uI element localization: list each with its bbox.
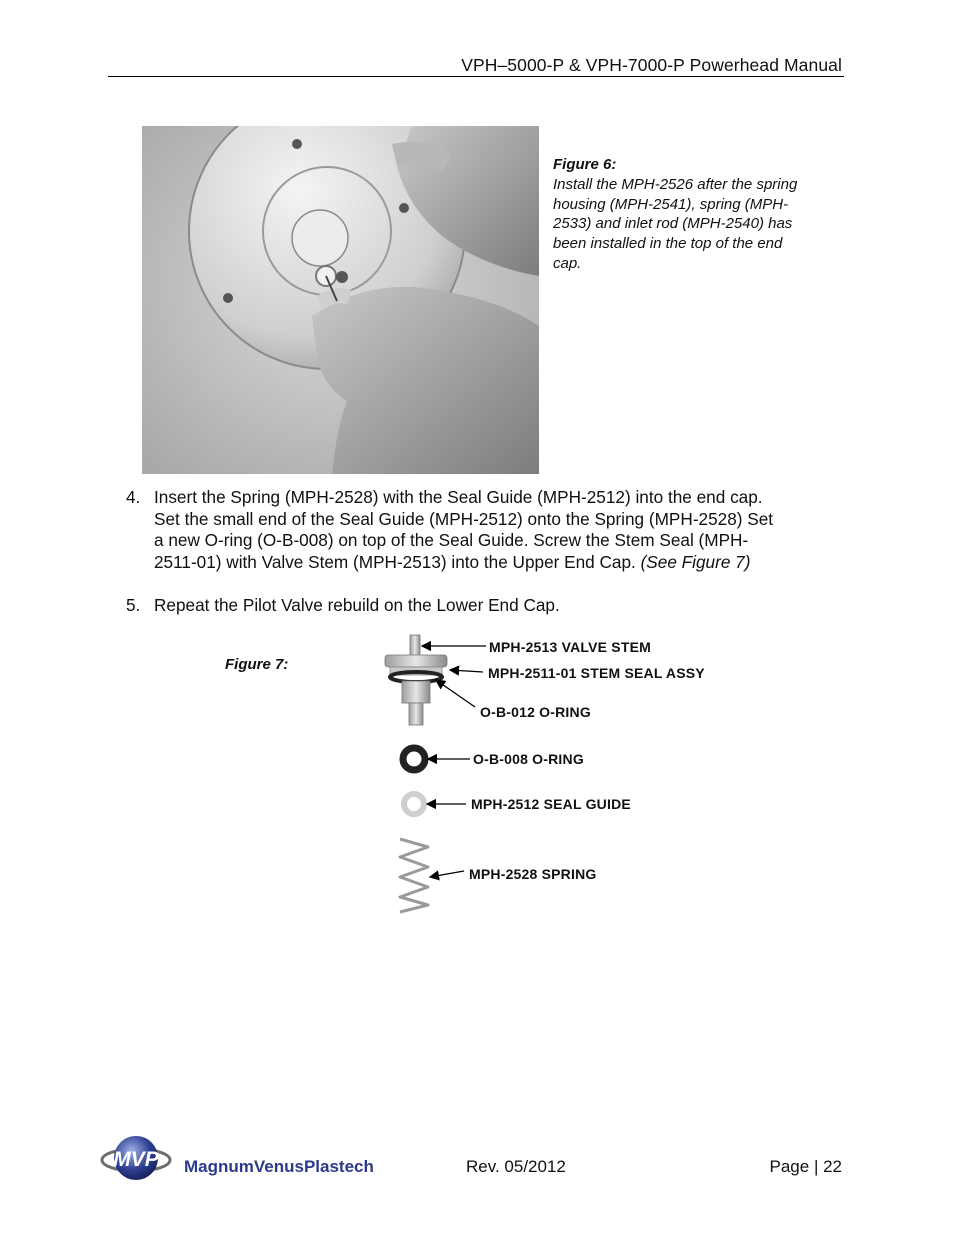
logo-badge: MVP [113, 1148, 159, 1171]
figure-reference: (See Figure 7) [640, 551, 751, 572]
figure-6-photo [142, 126, 539, 474]
o-ring-008-shape [403, 748, 425, 770]
part-label-seal-guide: MPH-2512 SEAL GUIDE [471, 796, 631, 812]
part-label-o-ring-008: O-B-008 O-RING [473, 751, 584, 767]
step-number: 5. [126, 595, 141, 615]
part-label-o-ring-012: O-B-012 O-RING [480, 704, 591, 720]
page-header-title: VPH–5000-P & VPH-7000-P Powerhead Manual [461, 55, 842, 75]
step-5 [126, 595, 846, 619]
step-line: Insert the Spring (MPH-2528) with the Seal Guide (MPH-2512) into the end cap. [154, 487, 763, 507]
step-text [154, 487, 773, 573]
caption-line: housing (MPH-2541), spring (MPH- [553, 195, 789, 213]
step-number: 4. [126, 487, 141, 507]
step-4 [126, 487, 846, 577]
part-label-valve-stem: MPH-2513 VALVE STEM [489, 639, 651, 655]
part-label-spring: MPH-2528 SPRING [469, 866, 597, 882]
caption-line: 2533) and inlet rod (MPH-2540) has [553, 215, 793, 233]
company-logo [100, 1132, 390, 1184]
caption-line: cap. [553, 254, 582, 272]
step-text [154, 595, 560, 617]
step-line: Repeat the Pilot Valve rebuild on the Lower End Cap. [154, 595, 560, 615]
spring-shape [400, 839, 428, 912]
figure-7-parts-diagram [370, 625, 790, 925]
caption-line: been installed in the top of the end [553, 235, 783, 253]
page-number: Page | 22 [769, 1157, 842, 1176]
step-line: 2511-01) with Valve Stem (MPH-2513) into the Upper End Cap. [154, 551, 641, 572]
seal-guide-shape [404, 794, 424, 814]
figure-7-label: Figure 7: [225, 656, 289, 673]
header-rule [108, 76, 844, 77]
valve-stem-assembly [385, 635, 447, 725]
logo-wordmark: MagnumVenusPlastech [184, 1157, 374, 1176]
figure-6-label: Figure 6: [553, 156, 617, 173]
step-line: Set the small end of the Seal Guide (MPH-2512) onto the Spring (MPH-2528) Set [154, 508, 774, 529]
figure-6-caption [553, 155, 843, 274]
revision-date: Rev. 05/2012 [466, 1157, 566, 1176]
part-label-stem-seal-assy: MPH-2511-01 STEM SEAL ASSY [488, 665, 705, 681]
caption-line: Install the MPH-2526 after the spring [553, 175, 798, 193]
step-line: a new O-ring (O-B-008) on top of the Seal Guide. Screw the Stem Seal (MPH- [154, 530, 749, 550]
